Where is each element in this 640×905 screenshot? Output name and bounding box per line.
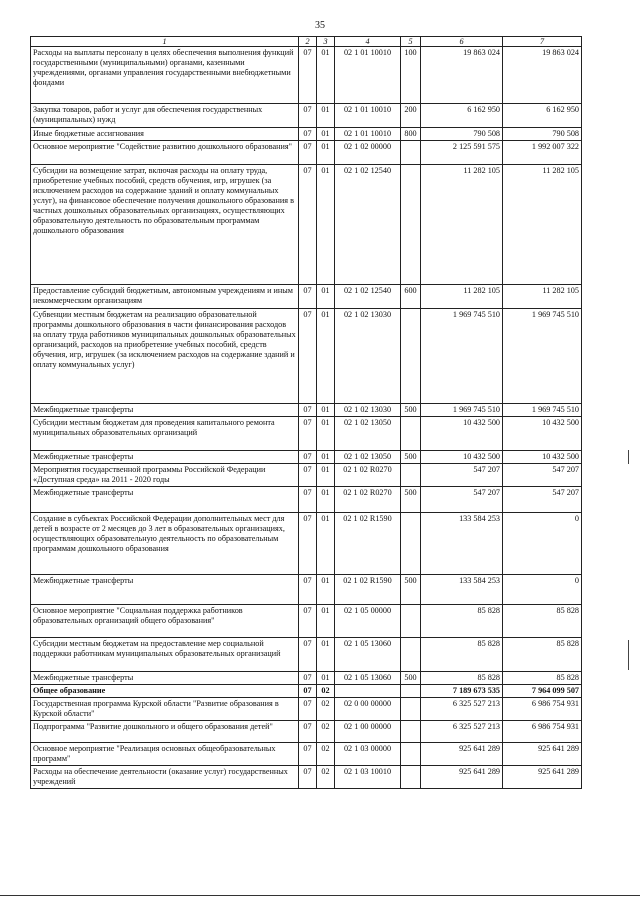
row-target-article: 02 1 05 13060 [335, 638, 401, 672]
row-name: Подпрограмма "Развитие дошкольного и общего образования детей" [31, 721, 299, 743]
row-name: Основное мероприятие "Содействие развитию дошкольного образования" [31, 141, 299, 165]
row-expense-type [401, 721, 421, 743]
row-section: 07 [299, 743, 317, 766]
row-section: 07 [299, 141, 317, 165]
row-amount-year2: 547 207 [503, 487, 582, 513]
row-subsection: 01 [317, 285, 335, 309]
row-amount-year2: 925 641 289 [503, 743, 582, 766]
row-expense-type: 500 [401, 575, 421, 605]
row-expense-type [401, 685, 421, 698]
row-subsection: 01 [317, 104, 335, 128]
row-amount-year1: 133 584 253 [421, 575, 503, 605]
row-amount-year2: 85 828 [503, 672, 582, 685]
row-amount-year1: 10 432 500 [421, 417, 503, 451]
row-amount-year2: 10 432 500 [503, 417, 582, 451]
row-name: Межбюджетные трансферты [31, 672, 299, 685]
header-cell: 6 [421, 37, 503, 47]
row-amount-year2: 6 986 754 931 [503, 698, 582, 721]
header-cell: 3 [317, 37, 335, 47]
header-cell: 1 [31, 37, 299, 47]
row-subsection: 02 [317, 721, 335, 743]
header-cell: 5 [401, 37, 421, 47]
row-subsection: 01 [317, 575, 335, 605]
table-row [31, 638, 582, 672]
row-section: 07 [299, 285, 317, 309]
row-amount-year1: 547 207 [421, 487, 503, 513]
row-name: Субвенции местным бюджетам на реализацию образовательной программы дошкольного образования в части финансирования расходов на оплату труда работников муниципальных дошкольных образовательных организаций, расходов на приобретение учебных пособий, средств обучения, игр, игрушек (за исключением расходов на содержание зданий и оплату коммунальных услуг) [31, 309, 299, 404]
row-section: 07 [299, 513, 317, 575]
row-section: 07 [299, 685, 317, 698]
row-target-article: 02 1 02 12540 [335, 285, 401, 309]
scan-edge-mark [628, 450, 629, 464]
row-target-article: 02 1 01 10010 [335, 47, 401, 104]
row-subsection: 01 [317, 487, 335, 513]
row-section: 07 [299, 487, 317, 513]
row-name: Расходы на обеспечение деятельности (оказание услуг) государственных учреждений [31, 766, 299, 789]
row-amount-year1: 1 969 745 510 [421, 404, 503, 417]
table-row [31, 417, 582, 451]
row-subsection: 01 [317, 128, 335, 141]
row-name: Расходы на выплаты персоналу в целях обеспечения выполнения функций государственными (муниципальными) органами, казенными учреждениями, органами управления государственными внебюджетными фондами [31, 47, 299, 104]
header-cell: 2 [299, 37, 317, 47]
scan-edge-mark [628, 640, 629, 670]
table-row [31, 766, 582, 789]
row-name: Основное мероприятие "Социальная поддержка работников образовательных организаций общего образования" [31, 605, 299, 638]
row-amount-year1: 85 828 [421, 638, 503, 672]
row-amount-year2: 547 207 [503, 464, 582, 487]
row-target-article: 02 1 05 00000 [335, 605, 401, 638]
row-subsection: 02 [317, 698, 335, 721]
row-section: 07 [299, 104, 317, 128]
row-amount-year2: 85 828 [503, 605, 582, 638]
row-amount-year1: 10 432 500 [421, 451, 503, 464]
row-expense-type [401, 766, 421, 789]
table-row [31, 464, 582, 487]
row-target-article: 02 1 00 00000 [335, 721, 401, 743]
table-row [31, 141, 582, 165]
row-amount-year1: 547 207 [421, 464, 503, 487]
row-amount-year2: 1 969 745 510 [503, 309, 582, 404]
row-amount-year2: 85 828 [503, 638, 582, 672]
row-amount-year1: 1 969 745 510 [421, 309, 503, 404]
row-subsection: 01 [317, 47, 335, 104]
row-expense-type: 800 [401, 128, 421, 141]
row-name: Субсидии местным бюджетам на предоставление мер социальной поддержки работникам муниципальных образовательных организаций [31, 638, 299, 672]
row-name: Закупка товаров, работ и услуг для обеспечения государственных (муниципальных) нужд [31, 104, 299, 128]
row-section: 07 [299, 464, 317, 487]
row-section: 07 [299, 404, 317, 417]
row-target-article: 02 1 01 10010 [335, 104, 401, 128]
row-amount-year1: 85 828 [421, 672, 503, 685]
row-expense-type [401, 638, 421, 672]
row-subsection: 02 [317, 766, 335, 789]
row-expense-type [401, 464, 421, 487]
table-row [31, 309, 582, 404]
table-row [31, 513, 582, 575]
row-expense-type [401, 309, 421, 404]
row-section: 07 [299, 417, 317, 451]
row-target-article: 02 1 02 R1590 [335, 513, 401, 575]
row-amount-year1: 6 325 527 213 [421, 721, 503, 743]
row-amount-year2: 7 964 099 507 [503, 685, 582, 698]
row-target-article: 02 1 03 00000 [335, 743, 401, 766]
row-target-article: 02 1 02 00000 [335, 141, 401, 165]
row-amount-year2: 6 162 950 [503, 104, 582, 128]
row-section: 07 [299, 672, 317, 685]
row-target-article: 02 1 02 12540 [335, 165, 401, 285]
row-name: Иные бюджетные ассигнования [31, 128, 299, 141]
row-amount-year2: 11 282 105 [503, 285, 582, 309]
row-subsection: 01 [317, 513, 335, 575]
row-target-article: 02 0 00 00000 [335, 698, 401, 721]
row-target-article: 02 1 02 R0270 [335, 464, 401, 487]
row-name: Предоставление субсидий бюджетным, автономным учреждениям и иным некоммерческим организациям [31, 285, 299, 309]
table-row [31, 451, 582, 464]
row-amount-year1: 133 584 253 [421, 513, 503, 575]
row-section: 07 [299, 766, 317, 789]
row-expense-type: 500 [401, 672, 421, 685]
row-target-article: 02 1 02 R0270 [335, 487, 401, 513]
row-amount-year1: 2 125 591 575 [421, 141, 503, 165]
row-section: 07 [299, 309, 317, 404]
row-amount-year1: 11 282 105 [421, 165, 503, 285]
row-name: Основное мероприятие "Реализация основных общеобразовательных программ" [31, 743, 299, 766]
budget-table [30, 36, 582, 789]
row-amount-year2: 19 863 024 [503, 47, 582, 104]
row-amount-year2: 11 282 105 [503, 165, 582, 285]
row-subsection: 01 [317, 165, 335, 285]
row-amount-year1: 925 641 289 [421, 743, 503, 766]
row-target-article: 02 1 05 13060 [335, 672, 401, 685]
table-row [31, 165, 582, 285]
row-target-article: 02 1 02 13050 [335, 417, 401, 451]
table-row [31, 605, 582, 638]
row-subsection: 01 [317, 464, 335, 487]
row-name: Государственная программа Курской области "Развитие образования в Курской области" [31, 698, 299, 721]
header-cell: 7 [503, 37, 582, 47]
row-subsection: 01 [317, 417, 335, 451]
row-section: 07 [299, 575, 317, 605]
scan-bottom-edge [0, 895, 640, 896]
row-amount-year1: 790 508 [421, 128, 503, 141]
row-amount-year1: 6 162 950 [421, 104, 503, 128]
row-amount-year2: 1 969 745 510 [503, 404, 582, 417]
row-name: Общее образование [31, 685, 299, 698]
table-row [31, 285, 582, 309]
row-name: Создание в субъектах Российской Федерации дополнительных мест для детей в возрасте от 2 месяцев до 3 лет в образовательных организациях, осуществляющих образовательную деятельность по образовательным программам дошкольного образования [31, 513, 299, 575]
row-name: Субсидии на возмещение затрат, включая расходы на оплату труда, приобретение учебных пособий, средств обучения, игр, игрушек (за исключением расходов на содержание зданий и оплату коммунальных услуг), на финансовое обеспечение получения дошкольного образования в частных дошкольных образовательных организациях, осуществляющих образовательную деятельность по образовательным программам дошкольного образования [31, 165, 299, 285]
row-section: 07 [299, 721, 317, 743]
row-expense-type [401, 605, 421, 638]
row-amount-year2: 0 [503, 513, 582, 575]
row-amount-year1: 11 282 105 [421, 285, 503, 309]
row-section: 07 [299, 451, 317, 464]
table-row [31, 575, 582, 605]
page-number: 35 [315, 20, 325, 31]
table-row [31, 47, 582, 104]
row-amount-year2: 1 992 007 322 [503, 141, 582, 165]
row-name: Субсидии местным бюджетам для проведения капитального ремонта муниципальных образовательных организаций [31, 417, 299, 451]
row-amount-year1: 925 641 289 [421, 766, 503, 789]
row-subsection: 02 [317, 743, 335, 766]
row-section: 07 [299, 165, 317, 285]
row-target-article: 02 1 03 10010 [335, 766, 401, 789]
row-section: 07 [299, 698, 317, 721]
row-amount-year1: 19 863 024 [421, 47, 503, 104]
row-subsection: 01 [317, 605, 335, 638]
row-expense-type [401, 417, 421, 451]
row-amount-year2: 6 986 754 931 [503, 721, 582, 743]
table-row [31, 104, 582, 128]
row-section: 07 [299, 128, 317, 141]
row-name: Мероприятия государственной программы Российской Федерации «Доступная среда» на 2011 - 2020 годы [31, 464, 299, 487]
table-row [31, 721, 582, 743]
row-amount-year2: 0 [503, 575, 582, 605]
row-expense-type: 600 [401, 285, 421, 309]
row-expense-type [401, 698, 421, 721]
row-subsection: 01 [317, 672, 335, 685]
table-row [31, 743, 582, 766]
row-expense-type [401, 141, 421, 165]
table-row [31, 404, 582, 417]
row-section: 07 [299, 638, 317, 672]
row-expense-type [401, 165, 421, 285]
table-row [31, 672, 582, 685]
table-row [31, 698, 582, 721]
row-expense-type [401, 513, 421, 575]
table-row [31, 487, 582, 513]
row-name: Межбюджетные трансферты [31, 575, 299, 605]
table-row [31, 128, 582, 141]
row-section: 07 [299, 47, 317, 104]
row-amount-year1: 6 325 527 213 [421, 698, 503, 721]
row-target-article: 02 1 01 10010 [335, 128, 401, 141]
row-expense-type [401, 743, 421, 766]
row-expense-type: 100 [401, 47, 421, 104]
row-expense-type: 200 [401, 104, 421, 128]
row-subsection: 01 [317, 404, 335, 417]
header-cell: 4 [335, 37, 401, 47]
row-section: 07 [299, 605, 317, 638]
row-name: Межбюджетные трансферты [31, 451, 299, 464]
row-target-article [335, 685, 401, 698]
row-expense-type: 500 [401, 487, 421, 513]
row-expense-type: 500 [401, 404, 421, 417]
row-subsection: 01 [317, 451, 335, 464]
row-target-article: 02 1 02 R1590 [335, 575, 401, 605]
row-subsection: 02 [317, 685, 335, 698]
row-target-article: 02 1 02 13050 [335, 451, 401, 464]
row-amount-year1: 85 828 [421, 605, 503, 638]
row-name: Межбюджетные трансферты [31, 487, 299, 513]
row-amount-year2: 925 641 289 [503, 766, 582, 789]
row-amount-year2: 10 432 500 [503, 451, 582, 464]
row-subsection: 01 [317, 141, 335, 165]
row-subsection: 01 [317, 309, 335, 404]
row-expense-type: 500 [401, 451, 421, 464]
row-amount-year1: 7 189 673 535 [421, 685, 503, 698]
row-target-article: 02 1 02 13030 [335, 404, 401, 417]
row-amount-year2: 790 508 [503, 128, 582, 141]
table-header-row [31, 37, 582, 47]
row-name: Межбюджетные трансферты [31, 404, 299, 417]
table-row [31, 685, 582, 698]
row-subsection: 01 [317, 638, 335, 672]
row-target-article: 02 1 02 13030 [335, 309, 401, 404]
